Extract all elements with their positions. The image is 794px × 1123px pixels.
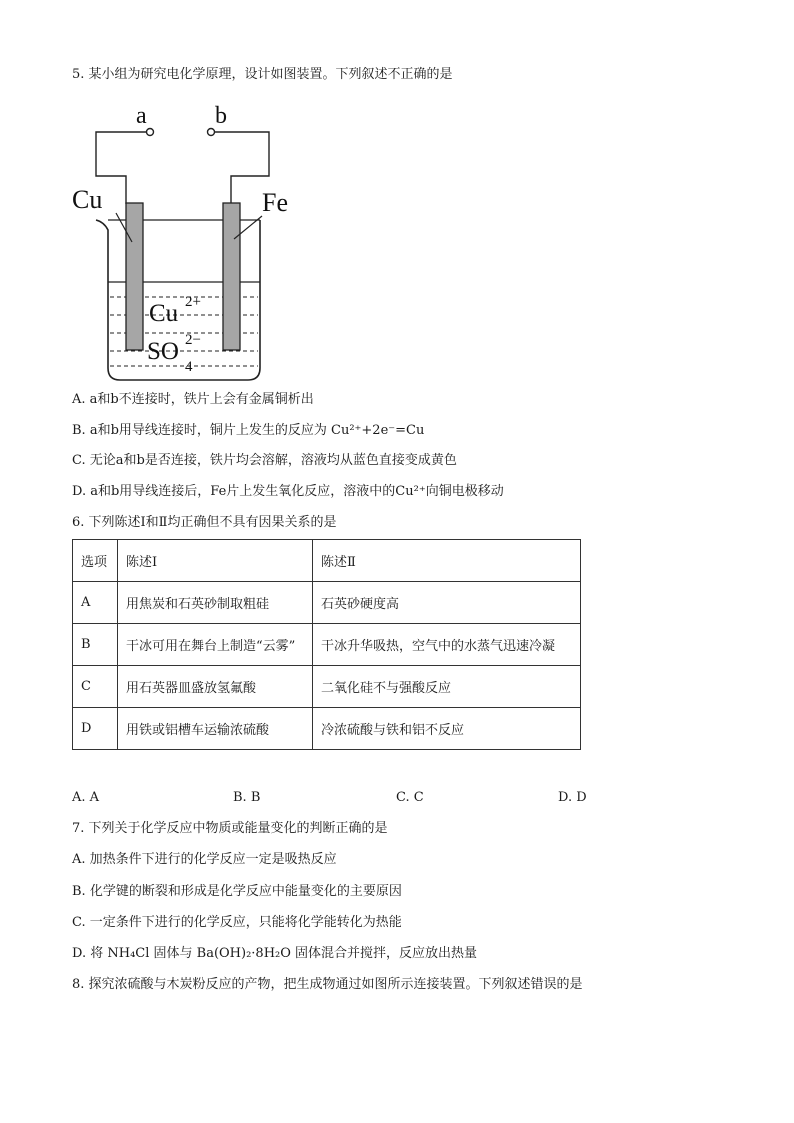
table-cell: 冷浓硫酸与铁和铝不反应 [313, 708, 581, 750]
sulfate-ion-label: SO [147, 338, 179, 365]
table-header-cell: 陈述Ⅰ [118, 540, 313, 582]
q7-option-b: B. 化学键的断裂和形成是化学反应中能量变化的主要原因 [72, 884, 402, 899]
copper-ion-label: Cu [149, 300, 179, 327]
table-cell: A [73, 582, 118, 624]
wire-left [96, 132, 146, 204]
sulfate-ion-charge: 2− [185, 332, 201, 348]
table-header-row [73, 540, 581, 582]
iron-label: Fe [262, 188, 288, 217]
table-cell: D [73, 708, 118, 750]
q6-stem: 6. 下列陈述Ⅰ和Ⅱ均正确但不具有因果关系的是 [72, 515, 337, 530]
terminal-b-label: b [215, 103, 227, 129]
table-cell: 干冰升华吸热，空气中的水蒸气迅速冷凝 [313, 624, 581, 666]
q6-table [72, 539, 581, 750]
q7-option-a: A. 加热条件下进行的化学反应一定是吸热反应 [72, 852, 337, 867]
q5-option-b: B. a和b用导线连接时，铜片上发生的反应为 Cu²⁺+2e⁻=Cu [72, 423, 425, 438]
q7-option-c: C. 一定条件下进行的化学反应，只能将化学能转化为热能 [72, 915, 402, 930]
table-cell: 用焦炭和石英砂制取粗硅 [118, 582, 313, 624]
q6-choice-d: D. D [558, 790, 587, 805]
table-row [73, 582, 581, 624]
table-cell: C [73, 666, 118, 708]
copper-ion-charge: 2+ [185, 294, 201, 310]
sulfate-ion-subscript: 4 [185, 359, 193, 375]
q5-stem: 5. 某小组为研究电化学原理，设计如图装置。下列叙述不正确的是 [72, 67, 453, 82]
copper-label: Cu [72, 185, 103, 214]
table-cell: B [73, 624, 118, 666]
terminal-a-label: a [136, 103, 147, 129]
electrochemistry-apparatus-diagram [66, 96, 306, 396]
table-cell: 用石英器皿盛放氢氟酸 [118, 666, 313, 708]
q7-option-d: D. 将 NH₄Cl 固体与 Ba(OH)₂·8H₂O 固体混合并搅拌，反应放出热量 [72, 946, 478, 961]
table-cell: 二氧化硅不与强酸反应 [313, 666, 581, 708]
table-row [73, 708, 581, 750]
q6-choice-c: C. C [396, 790, 424, 805]
table-cell: 用铁或铝槽车运输浓硫酸 [118, 708, 313, 750]
wire-right [215, 132, 269, 204]
q6-choice-a: A. A [72, 790, 100, 805]
q5-option-a: A. a和b不连接时，铁片上会有金属铜析出 [72, 392, 314, 407]
table-header-cell: 选项 [73, 540, 118, 582]
table-cell: 石英砂硬度高 [313, 582, 581, 624]
table-row [73, 666, 581, 708]
table-row [73, 624, 581, 666]
q7-stem: 7. 下列关于化学反应中物质或能量变化的判断正确的是 [72, 821, 388, 836]
q5-option-c: C. 无论a和b是否连接，铁片均会溶解，溶液均从蓝色直接变成黄色 [72, 453, 457, 468]
q5-option-d: D. a和b用导线连接后，Fe片上发生氧化反应，溶液中的Cu²⁺向铜电极移动 [72, 484, 504, 499]
iron-electrode [223, 203, 240, 350]
q8-stem: 8. 探究浓硫酸与木炭粉反应的产物，把生成物通过如图所示连接装置。下列叙述错误的是 [72, 977, 583, 992]
copper-electrode [126, 203, 143, 350]
q6-choice-b: B. B [233, 790, 261, 805]
terminal-b [208, 129, 215, 136]
terminal-a [147, 129, 154, 136]
table-header-cell: 陈述Ⅱ [313, 540, 581, 582]
table-cell: 干冰可用在舞台上制造“云雾” [118, 624, 313, 666]
